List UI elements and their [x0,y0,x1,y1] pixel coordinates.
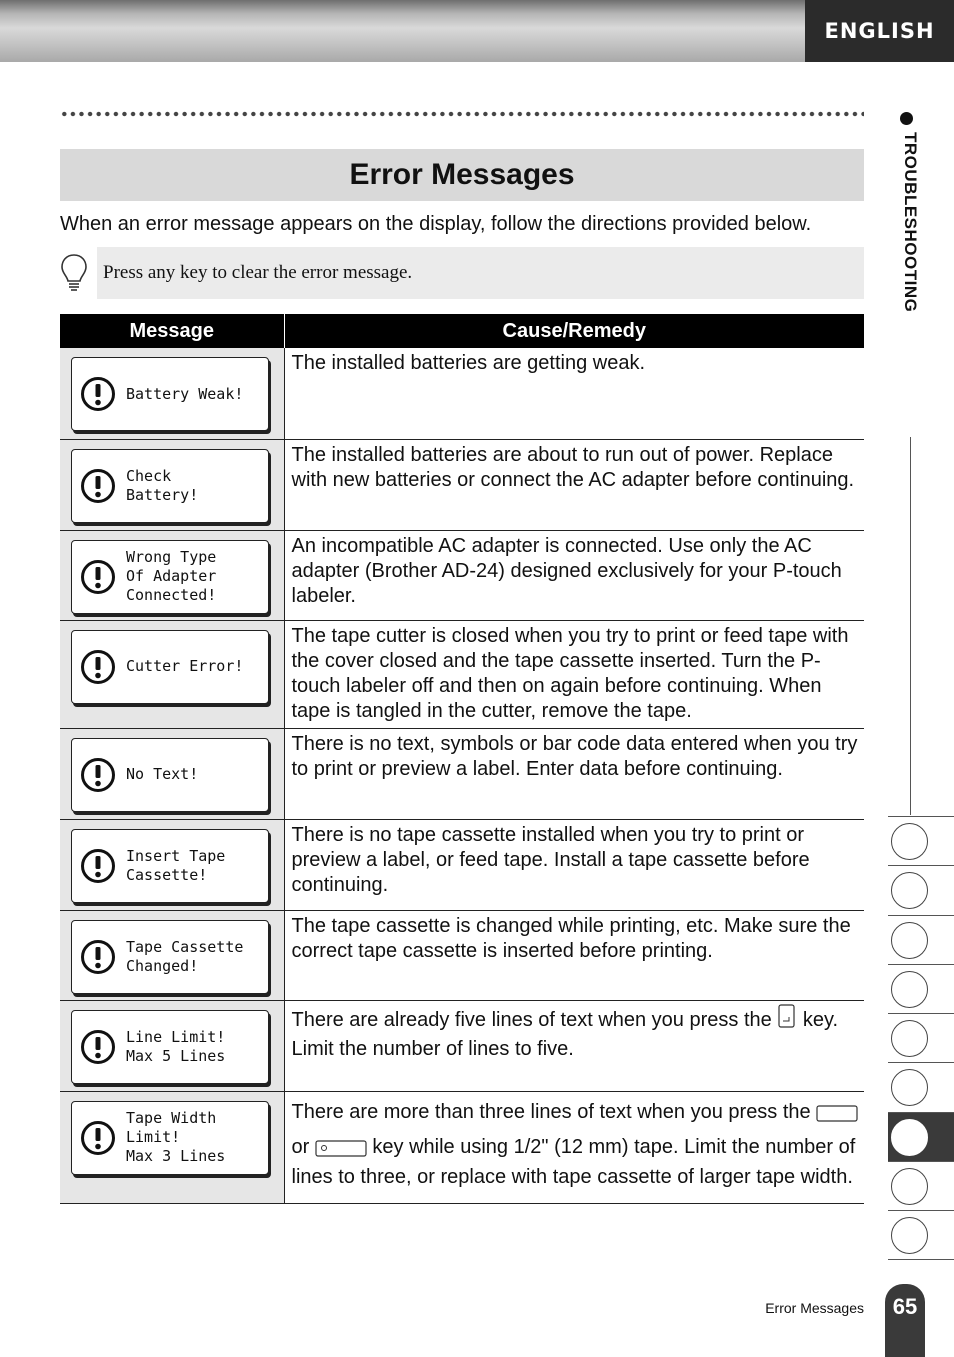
lcd-message: No Text! [126,765,199,783]
chapter-tab-6[interactable] [888,1062,954,1111]
message-cell [60,620,284,728]
message-cell [60,530,284,620]
lcd-display [71,357,269,431]
chapter-tab-5[interactable] [888,1013,954,1062]
exclamation-alert-icon [80,468,116,504]
remedy-cell [284,1091,864,1203]
chapter-circle-icon [891,922,928,959]
table-row [60,819,864,910]
tip-note [97,247,864,299]
lcd-message: Cutter Error! [126,657,244,675]
chapter-tab-4[interactable] [888,964,954,1013]
chapter-circle-icon [891,823,928,860]
lcd-message: Wrong Type Of Adapter Connected! [126,548,217,604]
lightbulb-icon [58,252,90,294]
chapter-circle-icon [891,971,928,1008]
table-row [60,910,864,1000]
message-cell [60,439,284,530]
message-cell [60,348,284,439]
remedy-cell: There is no tape cassette installed when you try to print or preview a label, or feed tape. Install a tape cassette before continuing. [284,819,864,910]
message-cell [60,728,284,819]
lcd-display [71,829,269,903]
exclamation-alert-icon [80,559,116,595]
exclamation-alert-icon [80,1120,116,1156]
remedy-cell: The tape cutter is closed when you try to print or feed tape with the cover closed and the tape cassette inserted. Turn the P-touch labeler off and then on again before continuing. When tape is tangled in the cutter, remove the tape. [284,620,864,728]
preview-key-icon [315,1130,367,1165]
remedy-text-after: key while using 1/2" (12 mm) tape. Limit the number of lines to three, or replace with tape cassette of larger tape width. [291,1135,856,1188]
side-bullet [900,112,913,125]
remedy-text-after: key. Limit the number of lines to five. [291,1008,839,1060]
remedy-text-mid: or [291,1135,310,1158]
chapter-circle-icon [891,872,928,909]
footer-label: Error Messages [765,1300,864,1316]
lcd-message: Tape Cassette Changed! [126,937,244,975]
chapter-circle-icon [891,1069,928,1106]
header-gradient-bar [0,0,805,62]
remedy-text-before: There are more than three lines of text when you press the [291,1100,811,1123]
table-row [60,728,864,819]
lcd-message: Check Battery! [126,466,199,504]
enter-key-icon [777,1004,797,1037]
chapter-circle-icon [891,1119,928,1156]
table-row [60,348,864,439]
chapter-tabs [888,816,954,1260]
lcd-display [71,449,269,523]
chapter-tab-1[interactable] [888,816,954,865]
side-divider-line [910,437,911,815]
lcd-display [71,738,269,812]
table-row [60,620,864,728]
language-tab: ENGLISH [805,0,954,62]
lcd-message: Battery Weak! [126,384,244,403]
chapter-tab-7[interactable] [888,1112,954,1161]
lcd-message: Tape Width Limit! Max 3 Lines [126,1109,226,1165]
lcd-display [71,920,269,994]
print-key-icon [816,1095,858,1130]
error-messages-table [60,314,864,1204]
page-number: 65 [885,1284,925,1357]
lcd-display [71,540,269,614]
lcd-display [71,1010,269,1084]
lcd-display [71,630,269,704]
chapter-tab-9[interactable] [888,1210,954,1259]
exclamation-alert-icon [80,1029,116,1065]
message-cell [60,1000,284,1091]
remedy-cell [284,1000,864,1091]
column-header-message: Message [60,314,284,348]
chapter-tab-3[interactable] [888,915,954,964]
remedy-cell: There is no text, symbols or bar code data entered when you try to print or preview a label. Enter data before continuing. [284,728,864,819]
message-cell [60,819,284,910]
page-title: Error Messages [349,158,575,191]
table-row [60,1091,864,1203]
lcd-display [71,1101,269,1175]
remedy-cell: The installed batteries are about to run out of power. Replace with new batteries or connect the AC adapter before continuing. [284,439,864,530]
chapter-circle-icon [891,1020,928,1057]
exclamation-alert-icon [80,376,116,412]
message-cell [60,910,284,1000]
side-section-label: TROUBLESHOOTING [901,132,920,313]
message-cell [60,1091,284,1203]
remedy-text-before: There are already five lines of text when you press the [291,1008,772,1031]
remedy-cell: The tape cassette is changed while printing, etc. Make sure the correct tape cassette is inserted before printing. [284,910,864,1000]
remedy-cell: An incompatible AC adapter is connected. Use only the AC adapter (Brother AD-24) designed exclusively for your P-touch labeler. [284,530,864,620]
chapter-tab-2[interactable] [888,865,954,914]
exclamation-alert-icon [80,649,116,685]
exclamation-alert-icon [80,939,116,975]
lcd-message: Line Limit! Max 5 Lines [126,1027,226,1065]
table-header-row [60,314,864,348]
lcd-message: Insert Tape Cassette! [126,846,226,884]
section-title-bar [60,149,864,201]
remedy-cell: The installed batteries are getting weak. [284,348,864,439]
column-header-remedy: Cause/Remedy [284,314,864,348]
chapter-circle-icon [891,1168,928,1205]
dotted-divider [60,108,864,120]
table-row [60,1000,864,1091]
exclamation-alert-icon [80,757,116,793]
tip-note-text: Press any key to clear the error message. [103,262,413,283]
table-row [60,530,864,620]
exclamation-alert-icon [80,848,116,884]
chapter-tab-8[interactable] [888,1161,954,1210]
chapter-circle-icon [891,1217,928,1254]
intro-text: When an error message appears on the display, follow the directions provided below. [60,213,812,235]
table-row [60,439,864,530]
